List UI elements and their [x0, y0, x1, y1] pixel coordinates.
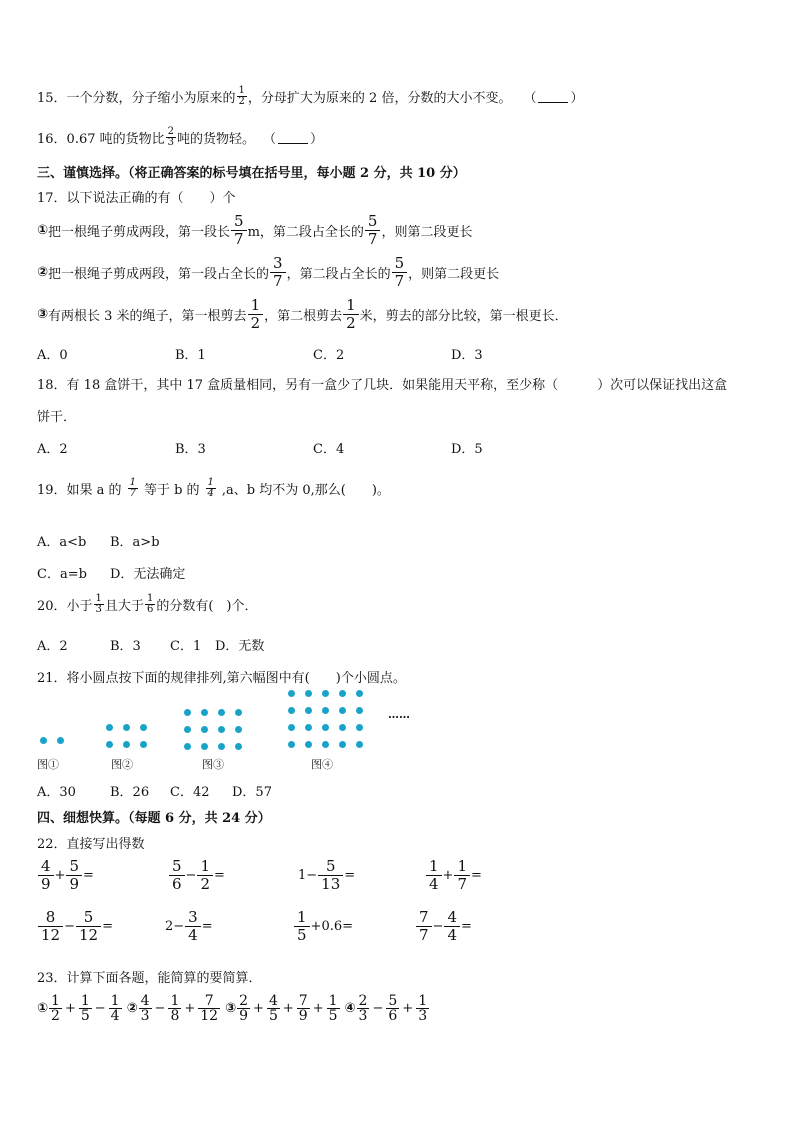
figure-caption-4: 图④	[311, 758, 333, 771]
q22-expr-8	[415, 909, 472, 944]
q17-s2-text-b: ，第二段占全长的	[286, 267, 391, 282]
dot	[57, 737, 64, 744]
q23-expr-2	[127, 994, 226, 1023]
section-4-heading: 四、细想快算。（每题 6 分，共 24 分）	[37, 811, 271, 826]
fraction	[79, 994, 92, 1023]
dot	[218, 743, 225, 750]
dot	[288, 724, 295, 731]
q22-expr-1	[37, 858, 94, 893]
dot	[288, 690, 295, 697]
denominator: 6	[388, 1008, 398, 1024]
dot	[322, 690, 329, 697]
q17-s3-text-a: 有两根长 3 米的绳子，第一根剪去	[48, 309, 247, 324]
q17-statement-3	[37, 297, 568, 332]
dot	[305, 707, 312, 714]
q15-text-pre: 15．一个分数，分子缩小为原来的	[37, 91, 236, 106]
q20-text-pre: 20．小于	[37, 599, 93, 614]
q17-s3-text-b: ，第二根剪去	[264, 309, 343, 324]
q20-option-c[interactable]: C．1	[170, 639, 202, 654]
fraction	[139, 994, 152, 1023]
dot	[322, 741, 329, 748]
equals: =	[83, 868, 94, 883]
q17-s3-fraction-2: $\frac{1}{2}$	[343, 297, 359, 332]
denominator: 9	[239, 1008, 249, 1024]
q18-option-b[interactable]: B．3	[175, 442, 206, 457]
q20-option-a[interactable]: A．2	[37, 639, 68, 654]
fraction	[416, 994, 429, 1023]
q20-fraction-1: $\frac{1}{3}$	[95, 593, 102, 615]
denominator: 12	[200, 1008, 219, 1024]
circled-number-3: ③	[225, 1001, 237, 1016]
q17-s1-text-a: 把一根绳子剪成两段，第一段长	[48, 225, 231, 240]
q21-ellipsis: ……	[388, 708, 410, 721]
lead-term: 1−	[298, 868, 318, 883]
fraction: $\frac{7}{7}$	[416, 909, 432, 944]
q19-option-a[interactable]: A．a<b	[37, 535, 87, 550]
q22-expr-7	[293, 909, 353, 944]
dot	[322, 724, 329, 731]
fraction	[386, 994, 399, 1023]
equals: =	[201, 919, 213, 934]
numerator: 2	[358, 993, 368, 1009]
q17-s2-fraction-2: $\frac{5}{7}$	[392, 255, 408, 290]
fraction	[297, 994, 310, 1023]
numerator: 1	[80, 993, 90, 1009]
fraction	[327, 994, 340, 1023]
q22-expr-4	[425, 858, 482, 893]
circled-number-2: ②	[126, 1001, 138, 1016]
q17-statement-2	[37, 255, 499, 290]
q23-expr-4	[345, 994, 435, 1023]
circled-number-1: ①	[37, 1001, 49, 1016]
denominator: 5	[268, 1008, 278, 1024]
q17-option-a[interactable]: A．0	[37, 348, 68, 363]
q16-text-pre: 16．0.67 吨的货物比	[37, 132, 165, 147]
denominator: 3	[358, 1008, 368, 1024]
q17-s2-fraction-1: $\frac{3}{7}$	[270, 255, 286, 290]
dot	[339, 707, 346, 714]
q20-text-post: 的分数有( )个．	[156, 599, 258, 614]
dot	[288, 741, 295, 748]
fraction	[109, 994, 122, 1023]
numerator: 5	[388, 993, 398, 1009]
q17-option-b[interactable]: B．1	[175, 348, 206, 363]
section-3-heading: 三、谨慎选择。（将正确答案的标号填在括号里，每小题 2 分，共 10 分）	[37, 166, 466, 181]
q16-paren-close: ）	[310, 132, 324, 147]
fraction: $\frac{5}{6}$	[169, 858, 185, 893]
dot	[339, 741, 346, 748]
operator: +	[282, 1001, 294, 1016]
q17-s1-fraction-1: $\frac{5}{7}$	[231, 213, 247, 248]
dot	[356, 741, 363, 748]
fraction	[198, 994, 220, 1023]
q16-text-post: 吨的货物轻。	[177, 132, 256, 147]
q17-s1-fraction-2: $\frac{5}{7}$	[365, 213, 381, 248]
operator: +	[402, 1001, 414, 1016]
denominator: 8	[170, 1008, 180, 1024]
numerator: 2	[239, 993, 249, 1009]
fraction: $\frac{4}{9}$	[38, 858, 54, 893]
fraction: $\frac{8}{12}$	[38, 909, 63, 944]
q17-s3-text-c: 米，剪去的部分比较，第一根更长．	[359, 309, 568, 324]
q22-stem: 22．直接写出得数	[37, 837, 145, 852]
denominator: 5	[80, 1008, 90, 1024]
fraction: $\frac{5}{9}$	[66, 858, 82, 893]
q21-option-a[interactable]: A．30	[37, 785, 76, 800]
figure-caption-3: 图③	[202, 758, 224, 771]
circled-number-2: ②	[37, 265, 49, 280]
q19-option-c[interactable]: C．a=b	[37, 567, 87, 582]
q23-expressions	[37, 994, 434, 1023]
numerator: 7	[298, 993, 308, 1009]
dot	[235, 709, 242, 716]
question-19	[37, 478, 390, 499]
dot	[356, 707, 363, 714]
numerator: 4	[140, 993, 150, 1009]
q16-paren-open: （	[263, 132, 277, 147]
denominator: 9	[298, 1008, 308, 1024]
question-20	[37, 594, 257, 615]
dot	[339, 724, 346, 731]
q22-expr-3	[298, 858, 355, 893]
q19-option-d[interactable]: D．无法确定	[110, 567, 186, 582]
q17-option-d[interactable]: D．3	[451, 348, 483, 363]
q17-s3-fraction-1: $\frac{1}{2}$	[248, 297, 264, 332]
tail-term: +0.6=	[310, 919, 354, 934]
operator: +	[184, 1001, 196, 1016]
q15-text-mid: ，分母扩大为原来的 2 倍，分数的大小不变。	[247, 91, 512, 106]
q20-option-b[interactable]: B．3	[110, 639, 141, 654]
q18-option-a[interactable]: A．2	[37, 442, 68, 457]
denominator: 3	[140, 1008, 150, 1024]
dot	[123, 724, 130, 731]
dot	[218, 726, 225, 733]
dot	[235, 726, 242, 733]
fraction: $\frac{4}{4}$	[444, 909, 460, 944]
q17-stem: 17．以下说法正确的有（ ）个	[37, 191, 236, 206]
equals: =	[102, 919, 113, 934]
q17-s1-text-b: m，第二段占全长的	[247, 225, 364, 240]
dot	[356, 690, 363, 697]
dot	[40, 737, 47, 744]
dot	[339, 690, 346, 697]
operator: +	[253, 1001, 264, 1016]
operator: −	[432, 919, 444, 934]
fraction: $\frac{5}{12}$	[76, 909, 101, 944]
fraction: $\frac{1}{7}$	[454, 858, 470, 893]
fraction	[49, 994, 62, 1023]
q23-expr-3	[225, 994, 344, 1023]
fraction: $\frac{3}{4}$	[185, 909, 201, 944]
q17-s2-text-a: 把一根绳子剪成两段，第一段占全长的	[48, 267, 270, 282]
dot	[201, 709, 208, 716]
denominator: 3	[418, 1008, 428, 1024]
q21-option-b[interactable]: B．26	[110, 785, 150, 800]
fraction: $\frac{5}{13}$	[318, 858, 343, 893]
operator: +	[442, 868, 454, 883]
denominator: 2	[51, 1008, 60, 1024]
q19-text-mid: 等于 b 的	[143, 483, 200, 498]
equals: =	[344, 868, 356, 883]
q15-answer-blank[interactable]	[538, 91, 568, 103]
fraction: $\frac{1}{2}$	[197, 858, 213, 893]
dot	[305, 690, 312, 697]
operator: +	[312, 1001, 324, 1016]
fraction: $\frac{1}{4}$	[426, 858, 442, 893]
dot	[235, 743, 242, 750]
q22-expr-2	[168, 858, 225, 893]
equals: =	[471, 868, 482, 883]
q20-option-d[interactable]: D．无数	[215, 639, 265, 654]
numerator: 4	[268, 993, 278, 1009]
circled-number-3: ③	[37, 307, 49, 322]
dot	[140, 724, 147, 731]
dot	[140, 741, 147, 748]
operator: −	[64, 919, 75, 934]
dot	[201, 726, 208, 733]
dot	[184, 726, 191, 733]
numerator: 1	[170, 993, 180, 1009]
operator: +	[64, 1001, 76, 1016]
dot	[106, 724, 113, 731]
operator: −	[185, 868, 197, 883]
fraction	[237, 994, 250, 1023]
dot	[218, 709, 225, 716]
q23-expr-1	[37, 994, 127, 1023]
question-16	[37, 127, 323, 148]
q17-statement-1	[37, 213, 472, 248]
q15-fraction: $\frac{1}{2}$	[238, 85, 245, 107]
denominator: 5	[328, 1008, 338, 1024]
q21-option-c[interactable]: C．42	[170, 785, 210, 800]
q18-stem-line-1: 18．有 18 盒饼干，其中 17 盒质量相同，另有一盒少了几块．如果能用天平称，至少称（ ）次可以保证找出这盒	[37, 378, 728, 393]
question-15	[37, 86, 584, 107]
q18-option-c[interactable]: C．4	[313, 442, 345, 457]
figure-caption-1: 图①	[37, 758, 59, 771]
circled-number-4: ④	[344, 1001, 356, 1016]
q18-option-d[interactable]: D．5	[451, 442, 483, 457]
dot	[322, 707, 329, 714]
q21-stem: 21．将小圆点按下面的规律排列,第六幅图中有( )个小圆点。	[37, 671, 406, 686]
q21-option-d[interactable]: D．57	[232, 785, 272, 800]
operator: −	[154, 1001, 166, 1016]
dot	[184, 709, 191, 716]
q19-text-pre: 19．如果 a 的	[37, 483, 122, 498]
q17-option-c[interactable]: C．2	[313, 348, 345, 363]
numerator: 1	[328, 993, 338, 1009]
dot	[201, 743, 208, 750]
circled-number-1: ①	[37, 223, 49, 238]
q22-expr-6	[165, 909, 213, 944]
lead-term: 2−	[165, 919, 185, 934]
fraction	[267, 994, 280, 1023]
dot	[184, 743, 191, 750]
q15-paren-close: ）	[570, 91, 584, 106]
equals: =	[461, 919, 472, 934]
q22-expr-5	[37, 909, 113, 944]
q23-stem: 23．计算下面各题，能简算的要简算．	[37, 971, 262, 986]
q17-s1-text-c: ，则第二段更长	[381, 225, 473, 240]
q19-fraction-2: $\frac{1}{4}$	[207, 477, 214, 499]
operator: −	[372, 1001, 384, 1016]
q15-paren-open: （	[523, 91, 537, 106]
dot	[305, 724, 312, 731]
dot	[106, 741, 113, 748]
dot	[288, 707, 295, 714]
fraction	[168, 994, 181, 1023]
fraction: $\frac{1}{5}$	[294, 909, 310, 944]
equals: =	[214, 868, 225, 883]
dot	[123, 741, 130, 748]
figure-caption-2: 图②	[111, 758, 133, 771]
operator: +	[54, 868, 66, 883]
q16-answer-blank[interactable]	[278, 132, 308, 144]
numerator: 1	[51, 993, 60, 1009]
numerator: 1	[418, 993, 428, 1009]
numerator: 1	[110, 993, 120, 1009]
fraction	[357, 994, 370, 1023]
q19-option-b[interactable]: B．a>b	[110, 535, 160, 550]
numerator: 7	[204, 993, 214, 1009]
dot	[305, 741, 312, 748]
q19-fraction-1: $\frac{1}{7}$	[129, 477, 136, 499]
q17-s2-text-c: ，则第二段更长	[408, 267, 500, 282]
q18-stem-line-2: 饼干．	[37, 410, 77, 425]
denominator: 4	[110, 1008, 120, 1024]
q16-fraction: $\frac{2}{3}$	[167, 126, 174, 148]
dot	[356, 724, 363, 731]
q20-fraction-2: $\frac{1}{6}$	[146, 593, 154, 615]
q20-text-mid: 且大于	[104, 599, 144, 614]
q19-text-post: ,a、b 均不为 0,那么( )。	[221, 483, 390, 498]
operator: −	[94, 1001, 106, 1016]
